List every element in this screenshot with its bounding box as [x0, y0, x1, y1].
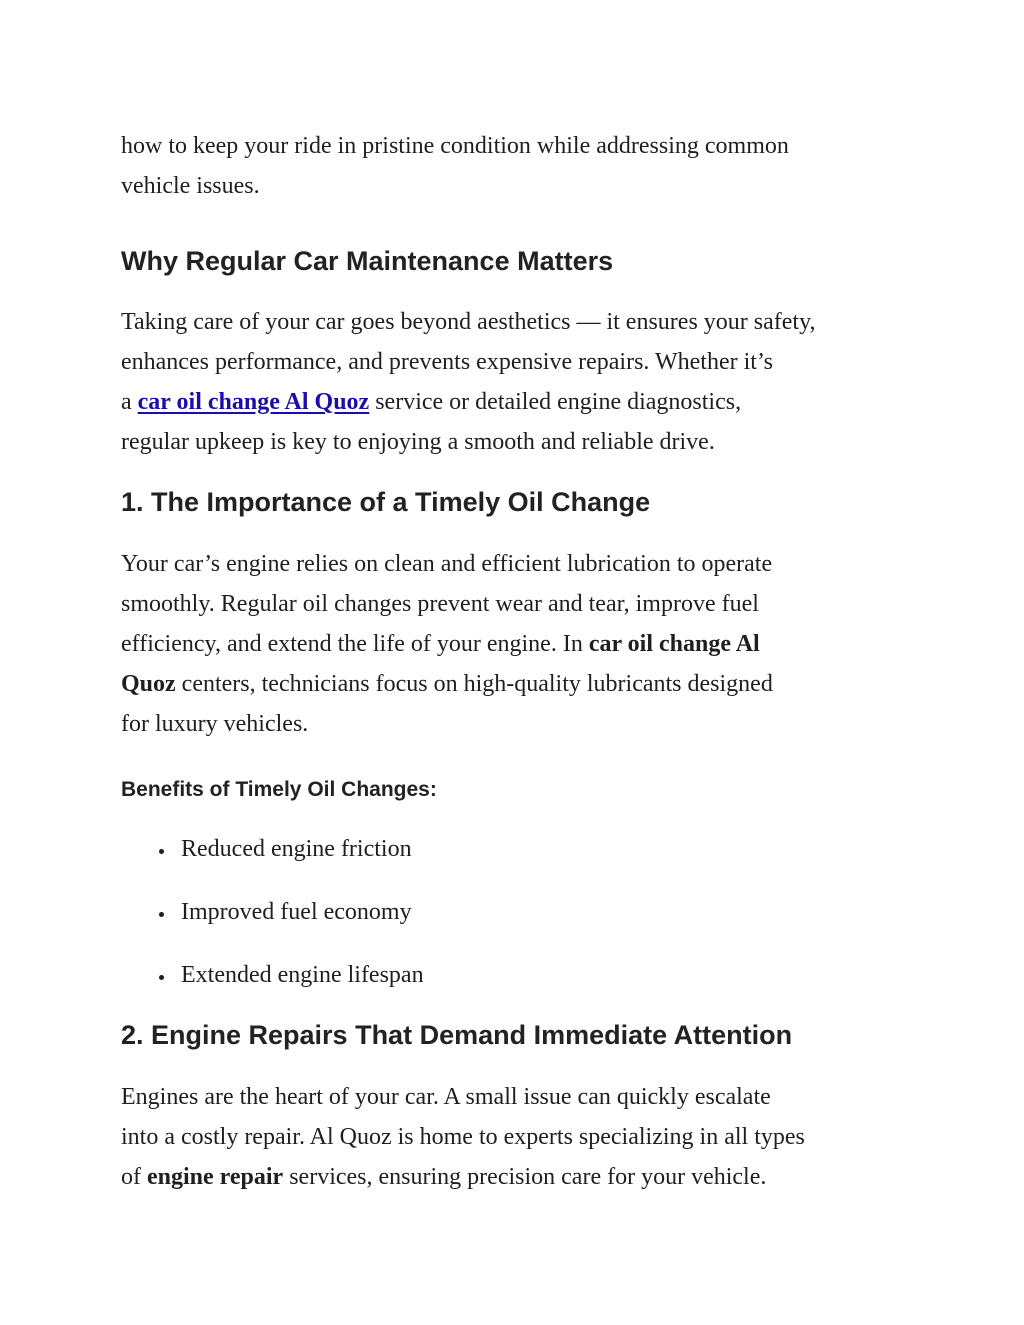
- why-line-2: enhances performance, and prevents expensive repairs. Whether it’s: [121, 349, 773, 375]
- engine-line-1: Engines are the heart of your car. A small issue can quickly escalate: [121, 1084, 771, 1110]
- heading-oil-change: 1. The Importance of a Timely Oil Change: [121, 487, 651, 517]
- why-line-3: [121, 382, 921, 422]
- intro-line-1: how to keep your ride in pristine condition while addressing common: [121, 133, 789, 159]
- bullet-icon: [159, 849, 164, 854]
- list-item: [121, 955, 821, 995]
- oil-line-3-bold: car oil change Al: [588, 631, 760, 657]
- oil-line-3-prefix: efficiency, and extend the life of your engine. In: [121, 631, 589, 657]
- why-line-3-prefix: a: [121, 389, 138, 415]
- intro-line-2: vehicle issues.: [121, 173, 260, 199]
- oil-change-paragraph: [121, 544, 921, 744]
- engine-line-3: [121, 1157, 921, 1197]
- list-item-text: Reduced engine friction: [181, 836, 412, 862]
- why-line-1: Taking care of your car goes beyond aesthetics — it ensures your safety,: [121, 309, 816, 335]
- why-line-4: regular upkeep is key to enjoying a smooth and reliable drive.: [121, 429, 715, 455]
- bullet-icon: [159, 912, 164, 917]
- engine-repairs-paragraph: [121, 1077, 921, 1197]
- car-oil-change-al-quoz-link[interactable]: car oil change Al Quoz: [137, 389, 370, 415]
- list-item: [121, 892, 821, 932]
- oil-line-5: for luxury vehicles.: [121, 711, 309, 737]
- engine-line-3-prefix: of: [121, 1164, 147, 1190]
- heading-benefits: Benefits of Timely Oil Changes:: [121, 778, 437, 801]
- heading-engine-repairs: 2. Engine Repairs That Demand Immediate Attention: [121, 1020, 793, 1050]
- bullet-icon: [159, 975, 164, 980]
- engine-line-2: into a costly repair. Al Quoz is home to experts specializing in all types: [121, 1124, 805, 1150]
- intro-paragraph: [121, 126, 921, 206]
- list-item-text: Extended engine lifespan: [181, 962, 424, 988]
- oil-line-1: Your car’s engine relies on clean and efficient lubrication to operate: [121, 551, 773, 577]
- why-line-3-suffix: service or detailed engine diagnostics,: [369, 389, 742, 415]
- engine-line-3-suffix: services, ensuring precision care for your vehicle.: [283, 1164, 767, 1190]
- heading-why-maintenance: Why Regular Car Maintenance Matters: [121, 246, 614, 276]
- engine-line-3-bold: engine repair: [147, 1164, 284, 1190]
- oil-line-4-suffix: centers, technicians focus on high-quality lubricants designed: [175, 671, 773, 697]
- oil-line-4: [121, 664, 921, 704]
- oil-line-4-bold: Quoz: [121, 671, 176, 697]
- why-maintenance-paragraph: [121, 302, 921, 462]
- list-item-text: Improved fuel economy: [181, 899, 412, 925]
- oil-line-2: smoothly. Regular oil changes prevent wear and tear, improve fuel: [121, 591, 759, 617]
- list-item: [121, 829, 821, 869]
- oil-line-3: [121, 624, 921, 664]
